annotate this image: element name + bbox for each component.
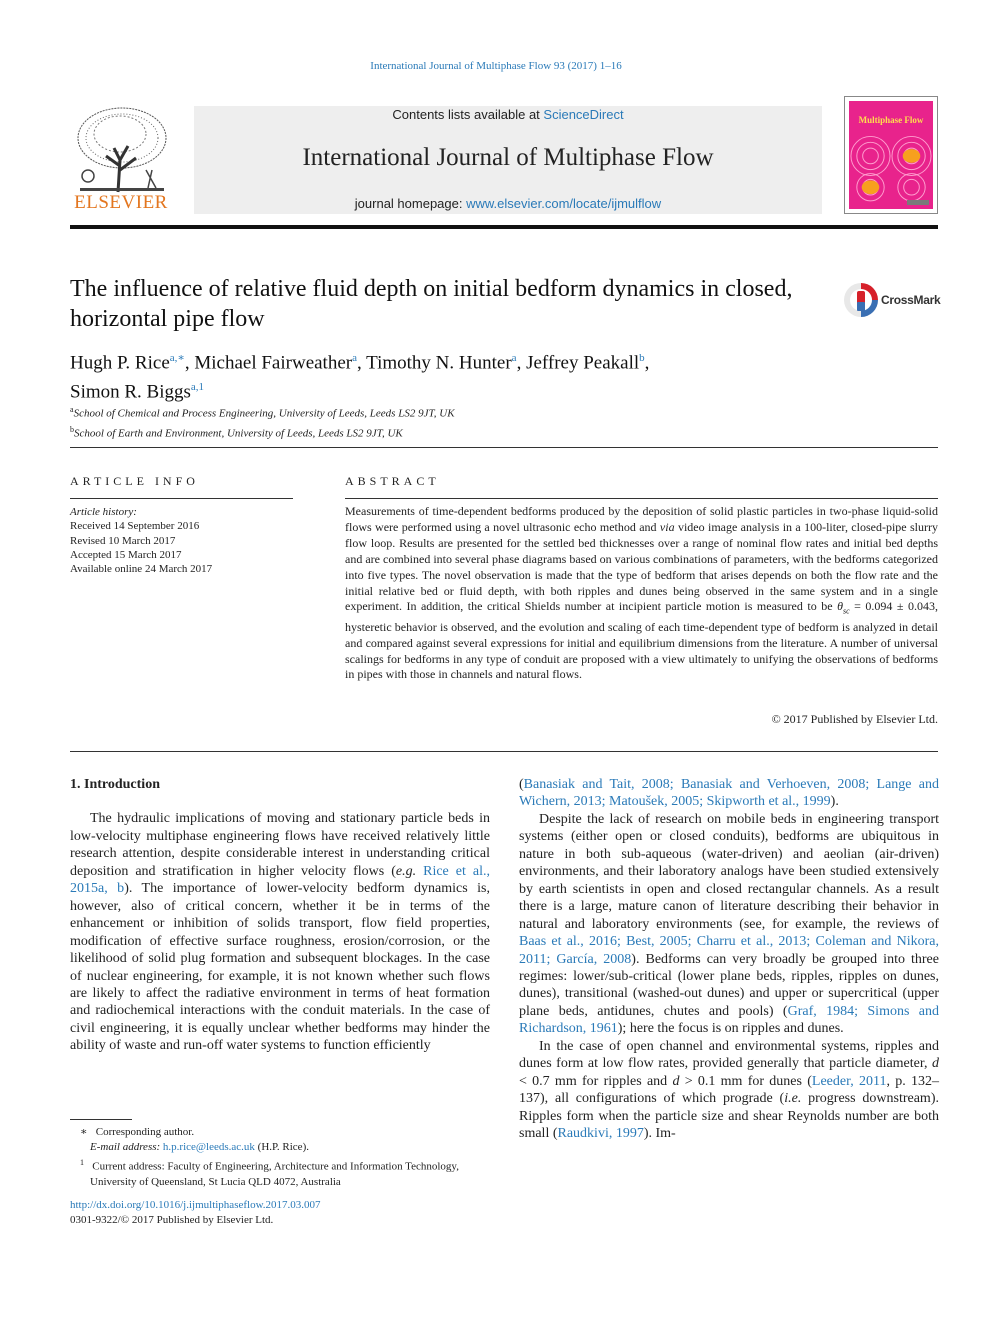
author-affiliation-mark[interactable]: a [511,352,517,364]
contents-line: Contents lists available at ScienceDirect [392,107,624,122]
affiliation [70,422,830,442]
cover-artwork [849,101,933,209]
footnote-email: E-mail address: h.p.rice@leeds.ac.uk (H.P. Rice). [90,1141,309,1153]
abstract-text: Measurements of time-dependent bedforms produced by the deposition of solid plastic particles in two-phase liquid-solid flows were performed using a novel ultrasonic echo method and via video image analysis in a 100-liter, closed-pipe slurry flow loop. Results are presented for the settled bed thicknesses over a range of nominal flow rates and initial bed depths and are combined into several phase diagrams based on various combinations of parameters, with the bedforms categorized into five types. The novel observation is made that the type of bedform that arises depends on both the flow rate and the initial relative bed or fluid depth, with both ripples and dunes being observed in the same system and in a single experiment. In addition, the critical Shields number at incipient particle motion is measured to be $\theta_{sc} = 0.094 \pm 0.043$, hysteretic behavior is observed, and the evolution and scaling of each time-dependent type of bedform is analyzed in detail and compared against several expressions for initial and equilibrium dimensions from the literature. A number of universal scalings for bedforms in any type of conduit are proposed with a view ultimately to unifying the observations of bedforms in pipes with those in channels and natural flows. [345,504,938,682]
author-list [70,346,830,405]
sciencedirect-link[interactable]: ScienceDirect [543,107,624,122]
author-name[interactable]: Simon R. Biggs [70,381,191,403]
cover-title: Multiphase Flow [858,115,924,125]
elsevier-wordmark: ELSEVIER [74,192,168,213]
body-column-right [519,776,939,1143]
paragraph: In the case of open channel and environmental systems, ripples and dunes form at low flow rates, provided generally that particle diameter, d < 0.7 mm for ripples and d > 0.1 mm for dunes (Leeder, 2011, p. 132–137), all configurations of which prograde (i.e. progress downstream). Ripples form when the particle size and shear Reynolds number are both small (Raudkivi, 1997). Im- [519,1038,939,1142]
history-label: Article history: [70,506,137,518]
author-name[interactable]: Michael Fairweather [194,352,353,374]
article-info-rule [70,498,293,499]
article-title: The influence of relative fluid depth on initial bedform dynamics in closed, horizontal pipe flow [70,276,793,332]
abstract-end-rule [70,751,938,752]
author-affiliation-mark[interactable]: b [639,352,645,364]
affiliations [70,402,830,441]
abstract-rule [345,498,938,499]
paragraph: The hydraulic implications of moving and stationary particle beds in low-velocity multiphase engineering flows have received relatively little research attention, despite considerable interest in understanding critical deposition and stratification in higher velocity flows (e.g. Rice et al., 2015a, b). The importance of lower-velocity bedform dynamics is, however, also of critical concern, whether it be in terms of the enhancement or inhibition of solids transport, flow field properties, modification of effective surface roughness, erosion/corrosion, or the likelihood of solid plug formation and subsequent blockages. In the case of nuclear engineering, for example, it is not known whether such flows are likely to affect the radiative environment in terms of heat formation and radiochemical interactions with the conduit materials. In the case of civil engineering, it is equally unclear whether bedforms may hinder the ability of waste and run-off water systems to function efficiently [70,811,490,1054]
journal-reference[interactable]: International Journal of Multiphase Flow 93 (2017) 1–16 [370,60,622,72]
author-name[interactable]: Timothy N. Hunter [366,352,512,374]
header-rule [70,225,938,229]
author-affiliation-mark[interactable]: a,∗ [169,352,185,364]
author-separator: , [516,352,527,374]
journal-cover-thumbnail[interactable] [844,96,938,214]
history-item: Available online 24 March 2017 [70,563,213,576]
footnotes [70,1125,490,1190]
paragraph: Despite the lack of research on mobile beds in engineering transport systems (either open or closed conduits), bedforms are ubiquitous in nature in both sub-aqueous (water-driven) and aeolian (air-driven) environments, and their laboratory analogs have been studied extensively by earth scientists in open and closed rectangular channels. As a result there is a large, mature canon of literature describing their behavior in natural and laboratory environments (see, for example, the reviews of Baas et al., 2016; Best, 2005; Charru et al., 2013; Coleman and Nikora, 2011; García, 2008). Bedforms can very broadly be grouped into three regimes: lower/sub-critical (lower plane beds, ripples, ripples on dunes, dunes), transitional (washed-out dunes) and upper or supercritical (upper plane beds, antidunes, chutes and pools) (Graf, 1984; Simons and Richardson, 1961); here the focus is on ripples and dunes. [519,811,940,1037]
journal-banner [194,106,822,214]
citation-link[interactable]: Banasiak and Tait, 2008; Banasiak and Verhoeven, 2008; Lange and Wichern, 2013; Matoušek, 2005; Skipworth et al., 1999 [519,777,939,810]
footnote-corresponding: ∗ Corresponding author. [80,1126,195,1138]
affiliation [70,402,830,422]
citation-link[interactable]: Raudkivi, 1997 [557,1126,644,1142]
abstract-heading: ABSTRACT [345,474,440,488]
paragraph: (Banasiak and Tait, 2008; Banasiak and Verhoeven, 2008; Lange and Wichern, 2013; Matoušek, 2005; Skipworth et al., 1999). [519,777,939,810]
doi-block [70,1198,490,1227]
article-history [70,505,300,576]
affiliation-mark: a [70,405,74,414]
citation-link[interactable]: Leeder, 2011 [811,1073,887,1089]
history-item: Revised 10 March 2017 [70,534,176,547]
journal-title: International Journal of Multiphase Flow [302,144,714,171]
footnote-rule [70,1119,132,1120]
cover-barcode [907,200,929,205]
journal-homepage-link[interactable]: www.elsevier.com/locate/ijmulflow [466,196,662,211]
author-name[interactable]: Jeffrey Peakall [526,352,640,374]
author-separator: , [356,352,367,374]
homepage-line: journal homepage: www.elsevier.com/locate/ijmulflow [354,196,662,211]
author-affiliation-mark[interactable]: a [352,352,357,364]
history-item: Accepted 15 March 2017 [70,548,182,561]
author-separator: , [184,352,195,374]
abstract-copyright: © 2017 Published by Elsevier Ltd. [771,712,938,726]
author-name[interactable]: Hugh P. Rice [70,352,170,374]
footnote-current-address: $^1$ Current address: Faculty of Engineering, Architecture and Information Technology, University of Queensland, St Lucia QLD 4072, Australia [80,1158,459,1188]
email-link[interactable]: h.p.rice@leeds.ac.uk [162,1141,255,1153]
journal-header [70,96,938,218]
body-column-left [70,776,490,1055]
article-info-heading: ARTICLE INFO [70,474,199,488]
affiliation-rule [70,447,938,448]
issn-line: 0301-9322/© 2017 Published by Elsevier Ltd. [70,1213,274,1226]
author-affiliation-mark[interactable]: a,1 [190,381,205,394]
citation-link[interactable]: Baas et al., 2016; Best, 2005; Charru et al., 2013; Coleman and Nikora, 2011; García, 2008 [519,934,939,967]
doi-link[interactable]: http://dx.doi.org/10.1016/j.ijmultiphaseflow.2017.03.007 [70,1199,321,1211]
citation-link[interactable]: Rice et al., 2015a, b [70,863,490,897]
affiliation-mark: b [70,424,74,434]
section-heading-introduction: 1. Introduction [70,777,160,792]
crossmark-label: CrossMark [881,293,941,307]
history-item: Received 14 September 2016 [70,520,200,533]
citation-link[interactable]: Graf, 1984; Simons and Richardson, 1961 [519,1003,940,1037]
affiliation-text: School of Earth and Environment, University of Leeds, Leeds LS2 9JT, UK [74,427,403,440]
crossmark-badge[interactable] [843,282,939,320]
affiliation-text: School of Chemical and Process Engineering, University of Leeds, Leeds LS2 9JT, UK [73,407,455,420]
crossmark-icon [843,282,879,318]
author-separator: , [644,352,650,374]
